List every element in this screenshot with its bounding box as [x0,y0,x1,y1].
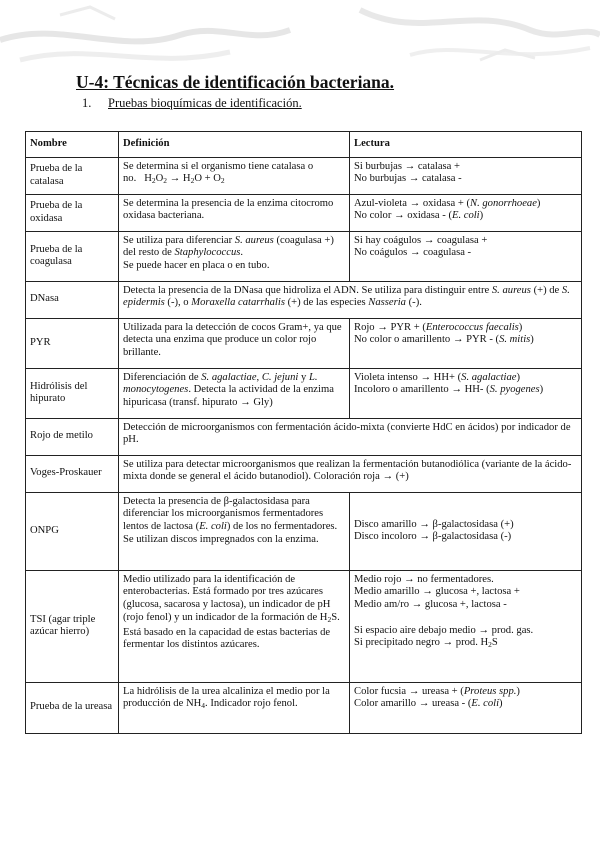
test-name: Hidrólisis del hipurato [26,368,119,418]
test-name: Prueba de la coagulasa [26,231,119,281]
test-name: Voges-Proskauer [26,455,119,492]
test-definition: Utilizada para la detección de cocos Gram+, ya que detecta una enzima que produce un color rojo brillante. [119,318,350,368]
test-definition: Se determina si el organismo tiene catalasa o no. $H_2O_2 \to H_2O + O_2$ [119,157,350,194]
page-title: U-4: Técnicas de identificación bacteriana. [76,72,395,92]
table-row [26,492,582,570]
table-row [26,570,582,682]
test-definition: Se determina la presencia de la enzima citocromo oxidasa bacteriana. [119,194,350,231]
tests-table [25,131,582,734]
decorative-watermark [0,0,600,80]
table-row [26,318,582,368]
table-row [26,194,582,231]
test-name: PYR [26,318,119,368]
table-row [26,418,582,455]
test-description: Detecta la presencia de la DNasa que hidroliza el ADN. Se utiliza para distinguir entre S. aureus (+) de S. epidermis (-), o Moraxella catarrhalis (+) de las especies Nasseria (-). [119,281,582,318]
test-definition: Detecta la presencia de β-galactosidasa para diferenciar los microorganismos fermentadores lentos de lactosa (E. coli) de los no fermentadores. Se utilizan discos impregnados con la enzima. [119,492,350,570]
test-definition: Se utiliza para diferenciar S. aureus (coagulasa +) del resto de Staphylococcus. Se puede hacer en placa o en tubo. [119,231,350,281]
test-reading: Si burbujas → catalasa + No burbujas → catalasa - [350,157,582,194]
test-reading: Violeta intenso → HH+ (S. agalactiae) Incoloro o amarillento → HH- (S. pyogenes) [350,368,582,418]
header-definicion: Definición [119,132,350,158]
header-lectura: Lectura [350,132,582,158]
test-reading: Si hay coágulos → coagulasa + No coágulos → coagulasa - [350,231,582,281]
table-row [26,455,582,492]
test-name: DNasa [26,281,119,318]
table-row [26,368,582,418]
test-reading: Rojo → PYR + (Enterococcus faecalis) No color o amarillento → PYR - (S. mitis) [350,318,582,368]
table-row [26,281,582,318]
header-nombre: Nombre [26,132,119,158]
test-name: Prueba de la ureasa [26,682,119,733]
test-name: Prueba de la oxidasa [26,194,119,231]
test-description: Se utiliza para detectar microorganismos que realizan la fermentación butanodiólica (variante de la ácido-mixta donde se general el ácido butanodiol). Coloración roja → (+) [119,455,582,492]
test-name: TSI (agar triple azúcar hierro) [26,570,119,682]
test-reading: Color fucsia → ureasa + (Proteus spp.) Color amarillo → ureasa - (E. coli) [350,682,582,733]
table-row [26,682,582,733]
test-reading: Disco amarillo → β-galactosidasa (+) Disco incoloro → β-galactosidasa (-) [350,492,582,570]
test-description: Detección de microorganismos con fermentación ácido-mixta (convierte HdC en ácidos) por indicador de pH. [119,418,582,455]
section-heading [82,96,302,111]
test-definition: Medio utilizado para la identificación de enterobacterias. Está formado por tres azúcares (glucosa, sacarosa y lactosa), un indicador de pH (rojo fenol) y un indicador de la formación de $H_2S$. Está basado en la capacidad de estas bacterias de fermentar los distintos azúcares. [119,570,350,682]
test-name: ONPG [26,492,119,570]
test-definition: La hidrólisis de la urea alcaliniza el medio por la producción de $NH_4$. Indicador rojo fenol. [119,682,350,733]
test-definition: Diferenciación de S. agalactiae, C. jejuni y L. monocytogenes. Detecta la actividad de la enzima hipuricasa (transf. hipurato → Gly) [119,368,350,418]
table-row [26,231,582,281]
test-name: Rojo de metilo [26,418,119,455]
section-number: 1. [82,96,92,110]
test-reading: Medio rojo → no fermentadores. Medio amarillo → glucosa +, lactosa + Medio am/ro → glucosa +, lactosa - Si espacio aire debajo medio → prod. gas. Si precipitado negro → prod. $H_2S$ [350,570,582,682]
section-title: Pruebas bioquímicas de identificación. [108,96,302,110]
test-name: Prueba de la catalasa [26,157,119,194]
test-reading: Azul-violeta → oxidasa + (N. gonorrhoeae) No color → oxidasa - (E. coli) [350,194,582,231]
table-row [26,157,582,194]
table-header-row [26,132,582,158]
